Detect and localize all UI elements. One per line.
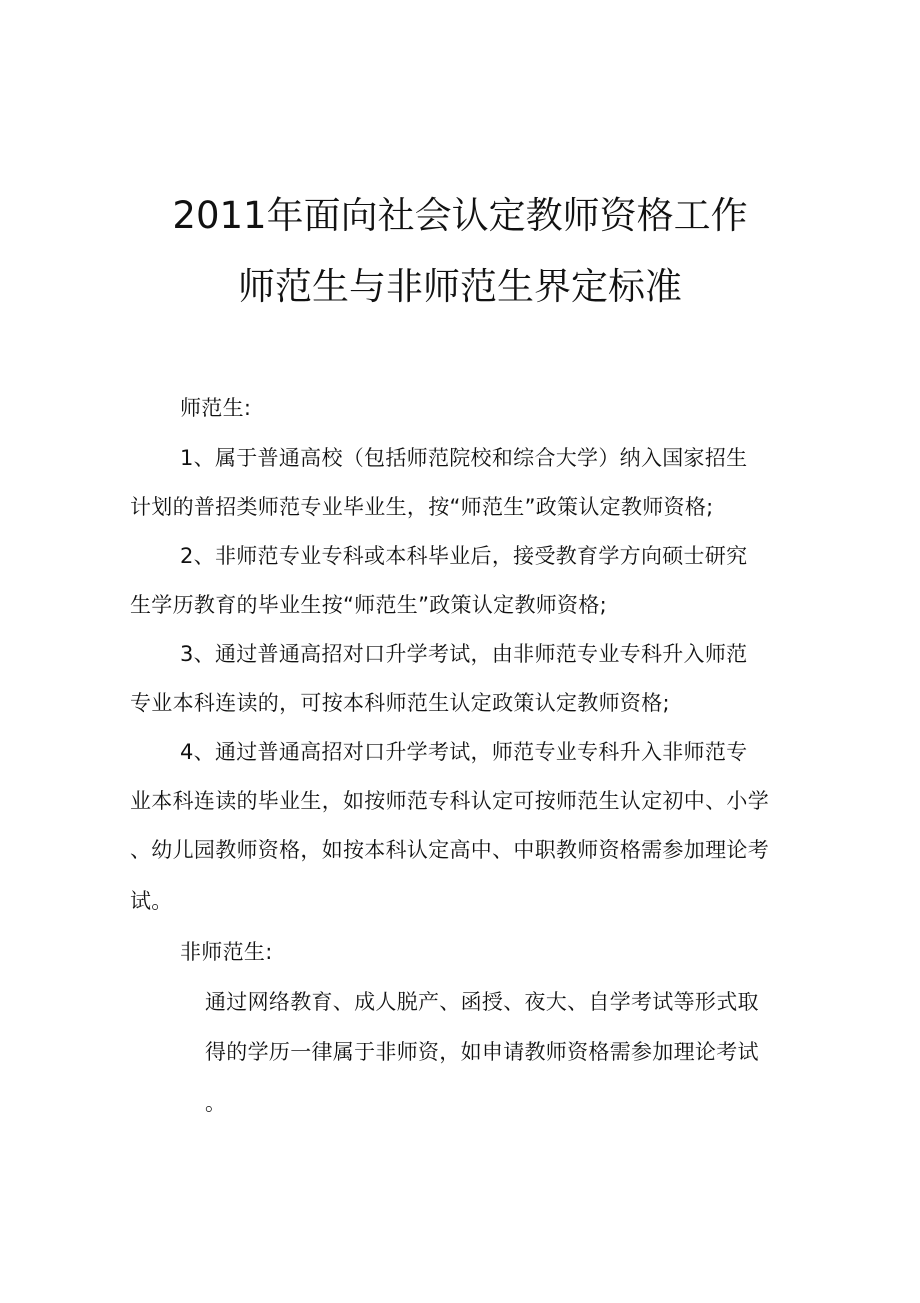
normal-student-heading: 师范生: xyxy=(180,396,252,420)
paragraph-line: 业本科连读的毕业生，如按师范专科认定可按师范生认定初中、小学 xyxy=(130,789,769,813)
paragraph-line: 专业本科连读的，可按本科师范生认定政策认定教师资格; xyxy=(130,691,670,715)
paragraph-line: 、幼儿园教师资格，如按本科认定高中、中职教师资格需参加理论考 xyxy=(130,838,769,862)
paragraph-line: 。 xyxy=(205,1091,227,1115)
paragraph-line: 通过网络教育、成人脱产、函授、夜大、自学考试等形式取 xyxy=(205,990,759,1014)
non-normal-student-heading: 非师范生: xyxy=(180,940,273,964)
paragraph-line: 4、通过普通高招对口升学考试，师范专业专科升入非师范专 xyxy=(180,740,748,764)
paragraph-line: 得的学历一律属于非师资，如申请教师资格需参加理论考试 xyxy=(205,1040,759,1064)
paragraph-line: 3、通过普通高招对口升学考试，由非师范专业专科升入师范 xyxy=(180,642,748,666)
document-title-line-2: 师范生与非师范生界定标准 xyxy=(238,265,682,308)
document-title-line-1: 2011年面向社会认定教师资格工作 xyxy=(172,194,748,237)
paragraph-line: 计划的普招类师范专业毕业生，按“师范生”政策认定教师资格; xyxy=(130,495,714,519)
paragraph-line: 1、属于普通高校（包括师范院校和综合大学）纳入国家招生 xyxy=(180,446,748,470)
paragraph-line: 试。 xyxy=(130,889,173,913)
paragraph-line: 2、非师范专业专科或本科毕业后，接受教育学方向硕士研究 xyxy=(180,544,748,568)
paragraph-line: 生学历教育的毕业生按“师范生”政策认定教师资格; xyxy=(130,593,608,617)
